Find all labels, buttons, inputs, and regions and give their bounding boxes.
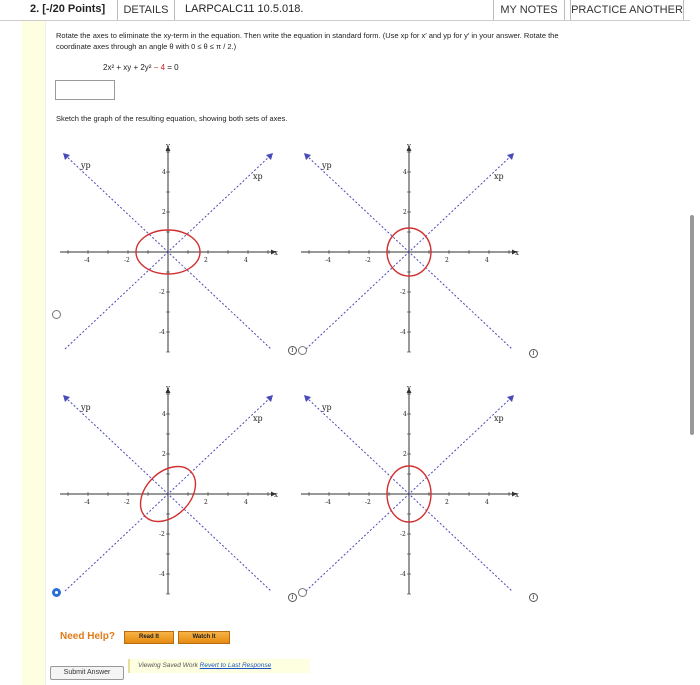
x-tick-label: -4 <box>84 499 90 506</box>
x-tick-label: 2 <box>204 499 208 506</box>
sketch-prompt: Sketch the graph of the resulting equation, showing both sets of axes. <box>56 114 288 123</box>
graph-option-1[interactable] <box>60 140 290 355</box>
x-axis-label: x <box>274 491 278 499</box>
x-tick-label: 4 <box>244 499 248 506</box>
saved-work-text: Viewing Saved Work <box>138 662 200 669</box>
question-number: 2. [-/20 Points] <box>30 3 106 15</box>
yp-axis-label: yp <box>81 403 91 412</box>
question-header <box>0 0 690 21</box>
equation-main: 2x² + xy + 2y² <box>103 63 152 72</box>
submit-answer-button[interactable]: Submit Answer <box>50 666 124 680</box>
equation-constant: 4 <box>160 63 166 72</box>
y-tick-label: 2 <box>162 451 166 458</box>
equation-rhs: = 0 <box>165 63 179 72</box>
y-tick-label: -4 <box>159 329 165 336</box>
y-tick-label: 4 <box>403 169 407 176</box>
details-button[interactable]: DETAILS <box>117 0 175 20</box>
x-tick-label: 4 <box>244 257 248 264</box>
saved-work-notice <box>128 659 310 673</box>
y-tick-label: 2 <box>162 209 166 216</box>
radio-option-3[interactable] <box>52 588 61 597</box>
y-tick-label: -2 <box>400 531 406 538</box>
x-tick-label: -2 <box>365 499 371 506</box>
y-tick-label: 4 <box>162 411 166 418</box>
x-axis-label: x <box>274 249 278 257</box>
x-tick-label: -4 <box>325 499 331 506</box>
y-axis-label: y <box>166 384 170 392</box>
answer-input[interactable] <box>55 80 115 100</box>
question-sidebar <box>22 21 46 685</box>
info-icon[interactable]: i <box>529 349 538 358</box>
y-tick-label: 2 <box>403 209 407 216</box>
x-tick-label: -4 <box>325 257 331 264</box>
y-tick-label: 4 <box>162 169 166 176</box>
graph-option-2[interactable] <box>301 140 531 355</box>
my-notes-button[interactable]: MY NOTES <box>493 0 565 20</box>
y-tick-label: -2 <box>159 531 165 538</box>
radio-option-4[interactable] <box>298 588 307 597</box>
y-tick-label: -2 <box>400 289 406 296</box>
x-axis-label: x <box>515 491 519 499</box>
x-tick-label: 4 <box>485 257 489 264</box>
need-help-label: Need Help? <box>60 631 116 642</box>
xp-axis-label: xp <box>253 414 263 423</box>
x-axis-label: x <box>515 249 519 257</box>
x-tick-label: -2 <box>365 257 371 264</box>
instructions-line-1: Rotate the axes to eliminate the xy-term in the equation. Then write the equation in standard form. (Use xp for x′ and yp for y′ in your answer. Rotate the <box>56 31 559 40</box>
question-instructions <box>56 30 676 52</box>
yp-axis-label: yp <box>322 161 332 170</box>
radio-option-2[interactable] <box>298 346 307 355</box>
x-tick-label: -2 <box>124 257 130 264</box>
x-tick-label: 4 <box>485 499 489 506</box>
y-tick-label: 4 <box>403 411 407 418</box>
y-tick-label: -4 <box>400 329 406 336</box>
graph-option-4[interactable] <box>301 382 531 597</box>
y-tick-label: -4 <box>159 571 165 578</box>
y-tick-label: -4 <box>400 571 406 578</box>
xp-axis-label: xp <box>253 172 263 181</box>
watch-it-button[interactable]: Watch It <box>178 631 230 644</box>
y-axis-label: y <box>407 384 411 392</box>
y-tick-label: -2 <box>159 289 165 296</box>
read-it-button[interactable]: Read It <box>124 631 174 644</box>
info-icon[interactable]: i <box>288 593 297 602</box>
info-icon[interactable]: i <box>288 346 297 355</box>
revert-link[interactable]: Revert to Last Response <box>199 662 272 669</box>
x-tick-label: -4 <box>84 257 90 264</box>
info-icon[interactable]: i <box>529 593 538 602</box>
x-tick-label: -2 <box>124 499 130 506</box>
xp-axis-label: xp <box>494 172 504 181</box>
yp-axis-label: yp <box>81 161 91 170</box>
graph-option-3[interactable] <box>60 382 290 597</box>
xp-axis-label: xp <box>494 414 504 423</box>
y-tick-label: 2 <box>403 451 407 458</box>
x-tick-label: 2 <box>445 257 449 264</box>
yp-axis-label: yp <box>322 403 332 412</box>
radio-option-1[interactable] <box>52 310 61 319</box>
equation-minus: − <box>151 63 161 72</box>
scrollbar[interactable] <box>690 215 694 435</box>
question-id: LARPCALC11 10.5.018. <box>185 3 304 15</box>
question-equation <box>103 63 179 72</box>
instructions-line-2: coordinate axes through an angle θ with 0 ≤ θ ≤ π / 2.) <box>56 42 237 51</box>
y-axis-label: y <box>407 142 411 150</box>
x-tick-label: 2 <box>445 499 449 506</box>
y-axis-label: y <box>166 142 170 150</box>
x-tick-label: 2 <box>204 257 208 264</box>
practice-another-button[interactable]: PRACTICE ANOTHER <box>570 0 684 20</box>
